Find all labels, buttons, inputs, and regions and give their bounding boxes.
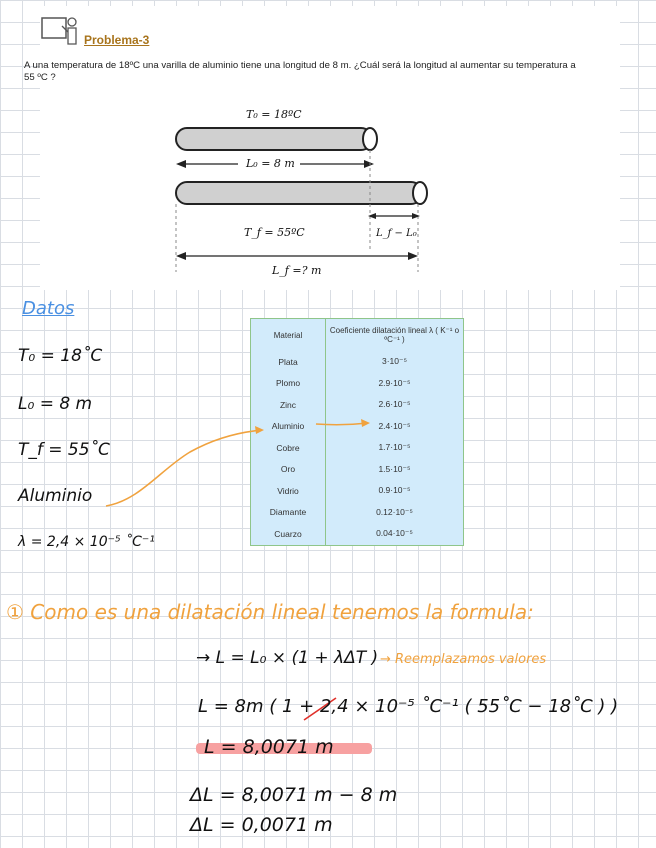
table-cell-coef: 0.12·10⁻⁵ — [376, 506, 413, 517]
table-cell-coef: 0.04·10⁻⁵ — [376, 528, 413, 539]
table-cell-coef: 1.5·10⁻⁵ — [378, 463, 411, 474]
dato-l0: L₀ = 8 m — [18, 394, 93, 414]
table-cell-coef: 1.7·10⁻⁵ — [378, 442, 411, 453]
dato-t0: T₀ = 18˚C — [18, 346, 103, 366]
table-header-material: Material — [251, 319, 326, 352]
table-cell-material: Vidrio — [251, 480, 326, 502]
table-cell-material: Plomo — [251, 373, 326, 395]
replace-note: → Reemplazamos valores — [380, 652, 547, 667]
table-cell-coef: 2.4·10⁻⁵ — [378, 420, 411, 431]
arrow-to-coefficient — [316, 423, 368, 425]
table-header-coefficient: Coeficiente dilatación lineal λ ( K⁻¹ o ºC⁻¹ ) — [329, 326, 460, 344]
problem-title: Problema-3 — [84, 33, 150, 47]
table-cell-material: Cobre — [251, 437, 326, 459]
result: L = 8,0071 m — [204, 736, 334, 758]
label-t0: T₀ = 18ºC — [246, 108, 302, 121]
label-l0: L₀ = 8 m — [246, 157, 295, 170]
problem-statement: A una temperatura de 18ºC una varilla de aluminio tiene una longitud de 8 m. ¿Cuál será la longitud al aumentar su temperatura a 55 ºC ? — [24, 60, 576, 83]
substitution: L = 8m ( 1 + 2,4 × 10⁻⁵ ˚C⁻¹ ( 55˚C − 18˚C ) ) — [198, 696, 619, 717]
table-cell-material: Oro — [251, 459, 326, 481]
table-cell-material: Plata — [251, 351, 326, 373]
table-cell-material: Zinc — [251, 394, 326, 416]
solution-intro: ① Como es una dilatación lineal tenemos la formula: — [6, 600, 534, 624]
table-cell-coef: 2.6·10⁻⁵ — [378, 399, 411, 410]
table-cell-coef: 3·10⁻⁵ — [381, 356, 408, 367]
datos-title: Datos — [22, 298, 75, 319]
formula: → L = L₀ × (1 + λΔT ) — [196, 648, 379, 668]
arrow-aluminio-to-table — [106, 430, 262, 506]
delta-length-2: ΔL = 0,0071 m — [190, 814, 333, 836]
delta-length-1: ΔL = 8,0071 m − 8 m — [190, 784, 398, 806]
table-cell-coef: 2.9·10⁻⁵ — [378, 377, 411, 388]
label-delta-length: L_f − L₀ — [376, 228, 417, 239]
dato-lambda: λ = 2,4 × 10⁻⁵ ˚C⁻¹ — [18, 534, 155, 550]
table-cell-material: Cuarzo — [251, 523, 326, 545]
table-cell-material: Aluminio — [251, 416, 326, 438]
table-cell-material: Diamante — [251, 502, 326, 524]
dato-material: Aluminio — [18, 486, 93, 506]
label-lf: L_f =? m — [272, 264, 322, 277]
label-tf: T_f = 55ºC — [244, 226, 305, 239]
table-cell-coef: 0.9·10⁻⁵ — [378, 485, 411, 496]
dato-tf: T_f = 55˚C — [18, 440, 110, 460]
